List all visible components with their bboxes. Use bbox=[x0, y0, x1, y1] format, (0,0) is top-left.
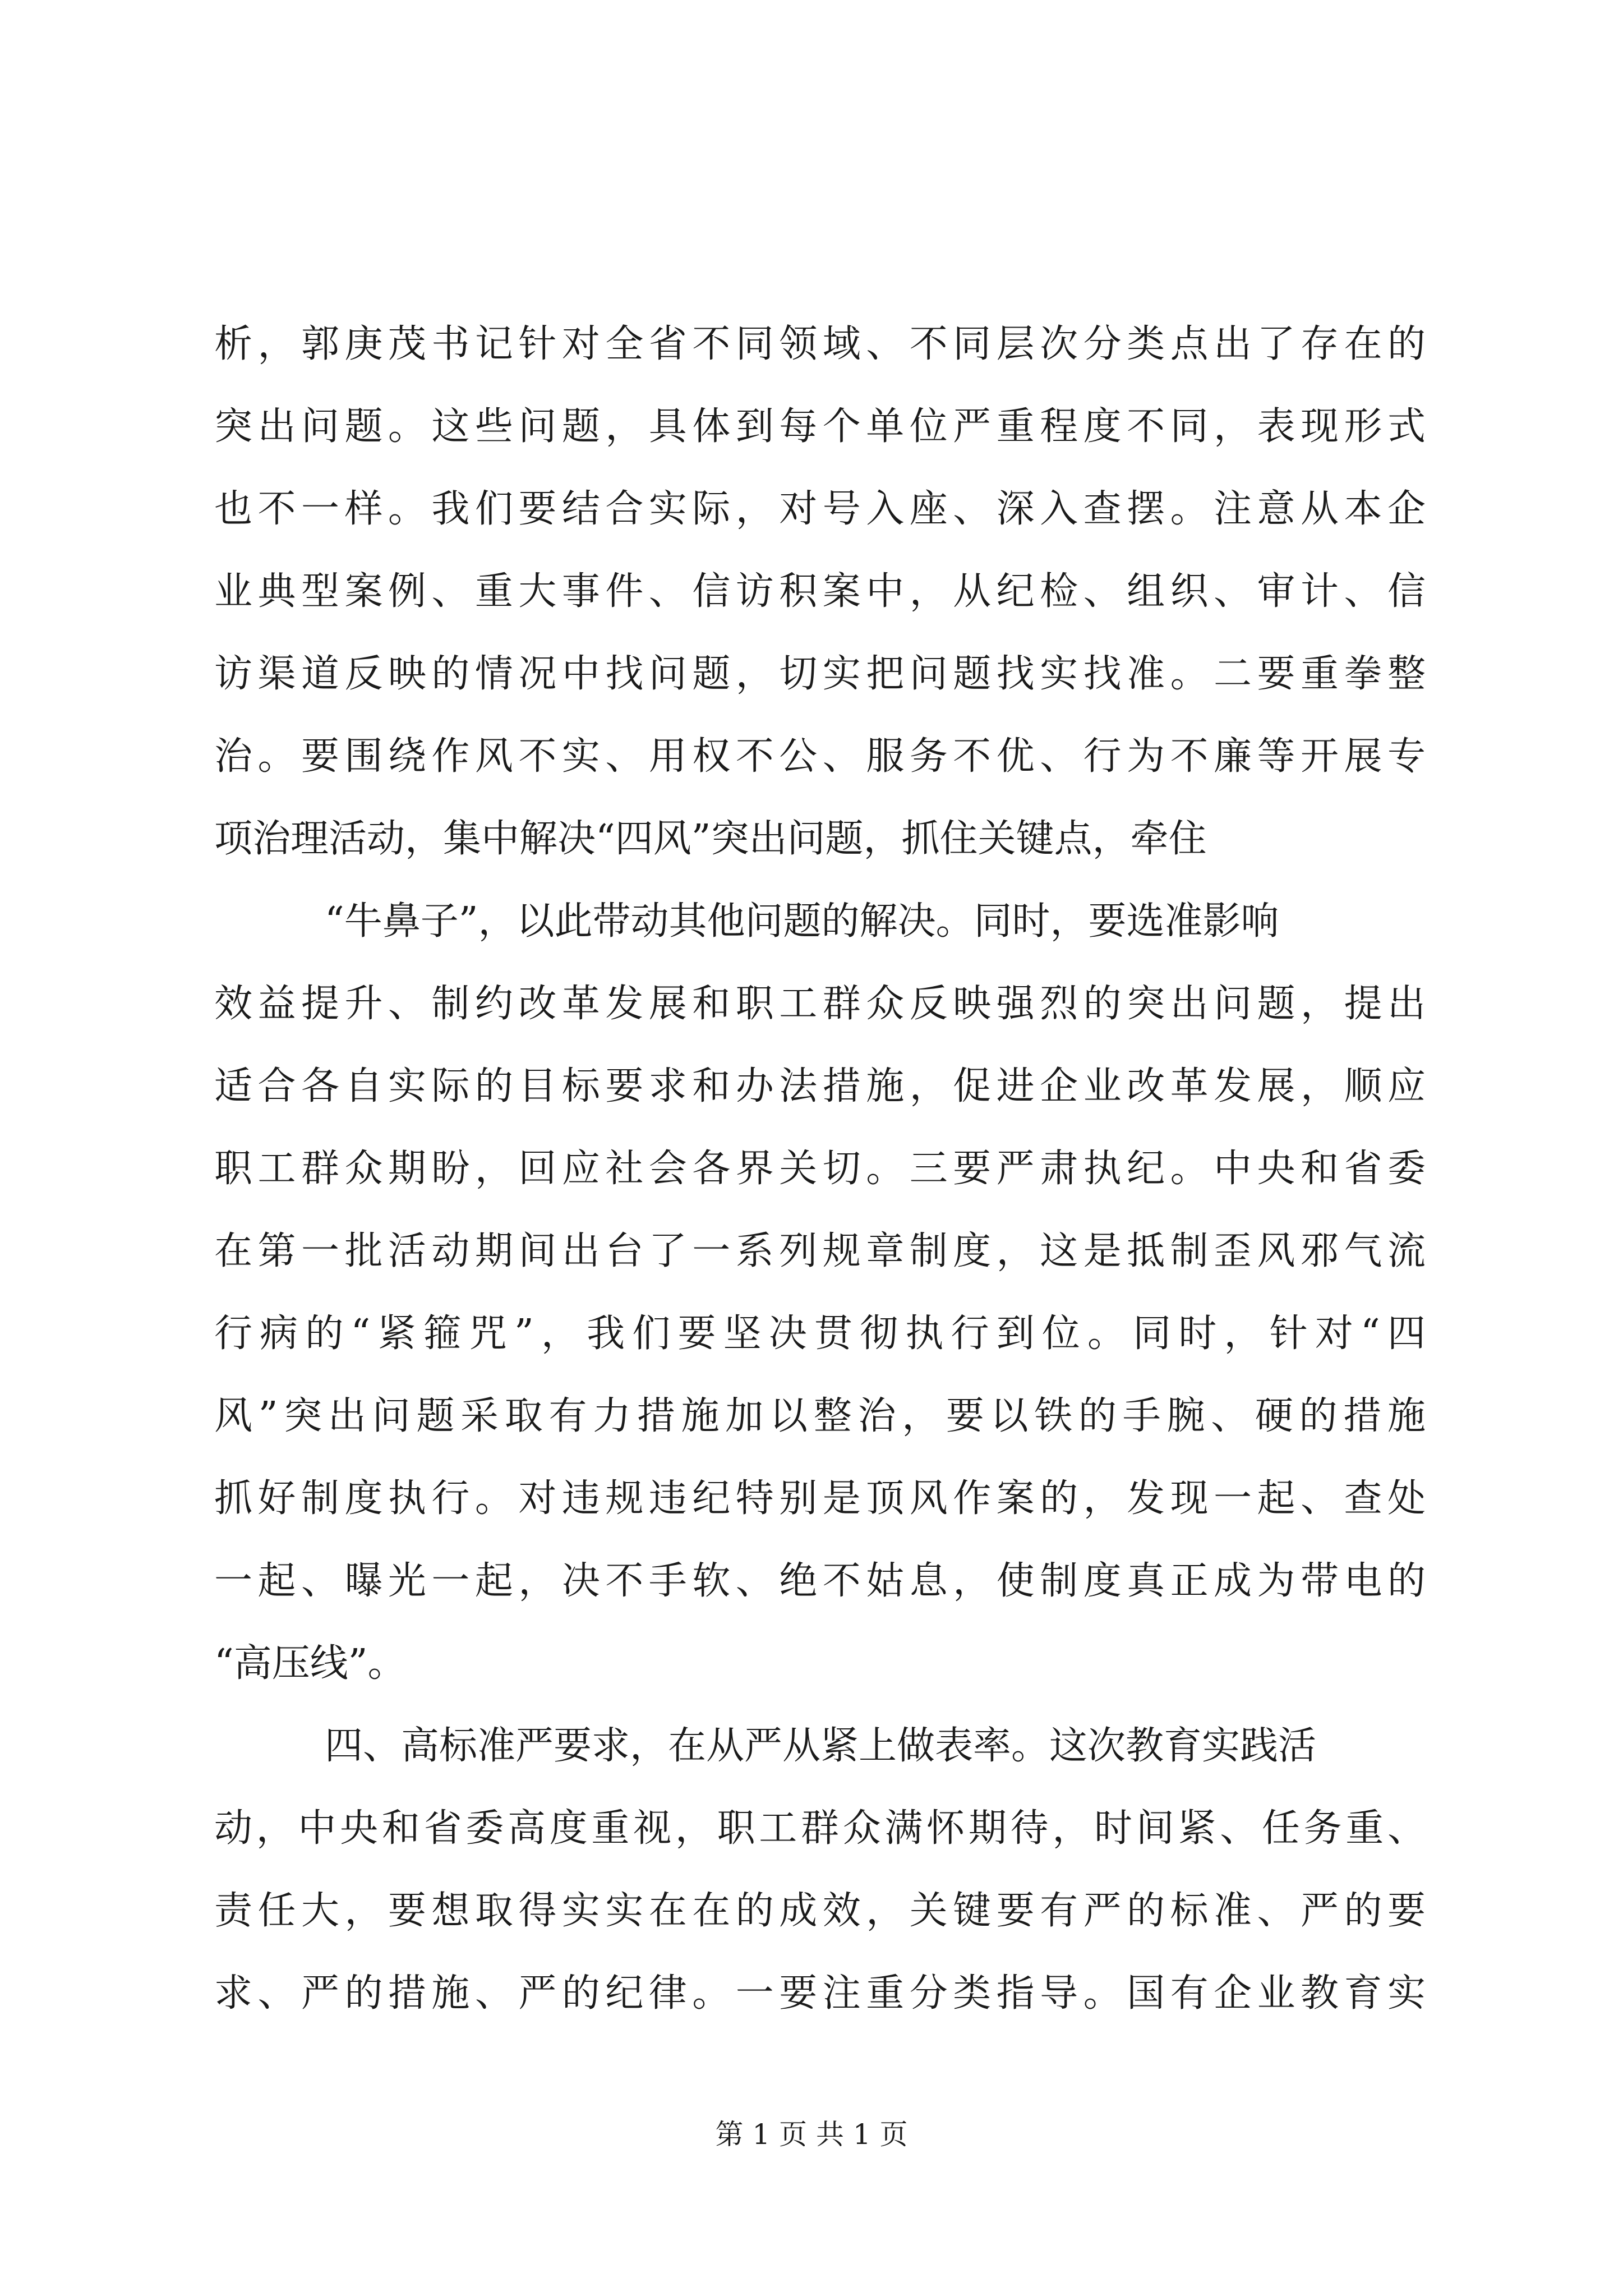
page-footer bbox=[0, 2112, 1623, 2152]
text-line: 求、严的措施、严的纪律。一要注重分类指导。国有企业教育实 bbox=[214, 1971, 1426, 2016]
text-line: 一起、曝光一起，决不手软、绝不姑息，使制度真正成为带电的 bbox=[214, 1559, 1426, 1603]
text-line: 动，中央和省委高度重视，职工群众满怀期待，时间紧、任务重、 bbox=[214, 1806, 1426, 1851]
text-line: 抓好制度执行。对违规违纪特别是顶风作案的，发现一起、查处 bbox=[214, 1476, 1426, 1521]
text-line: 业典型案例、重大事件、信访积案中，从纪检、组织、审计、信 bbox=[214, 569, 1426, 614]
text-line: 风”突出问题采取有力措施加以整治，要以铁的手腕、硬的措施 bbox=[214, 1394, 1426, 1438]
text-line: 责任大，要想取得实实在在的成效，关键要有严的标准、严的要 bbox=[214, 1889, 1426, 1933]
text-line: 行病的“紧箍咒”，我们要坚决贯彻执行到位。同时，针对“四 bbox=[214, 1312, 1426, 1356]
text-line: 效益提升、制约改革发展和职工群众反映强烈的突出问题，提出 bbox=[214, 982, 1426, 1026]
text-line: “牛鼻子”，以此带动其他问题的解决。同时，要选准影响 bbox=[325, 899, 1279, 944]
text-line: 在第一批活动期间出台了一系列规章制度，这是抵制歪风邪气流 bbox=[214, 1229, 1426, 1273]
text-line: 适合各自实际的目标要求和办法措施，促进企业改革发展，顺应 bbox=[214, 1064, 1426, 1108]
body-text bbox=[214, 303, 1426, 2035]
text-line: 项治理活动，集中解决“四风”突出问题，抓住关键点，牵住 bbox=[214, 817, 1207, 861]
text-line: 治。要围绕作风不实、用权不公、服务不优、行为不廉等开展专 bbox=[214, 734, 1426, 779]
page-number: 第 1 页 共 1 页 bbox=[715, 2118, 908, 2151]
text-line: 访渠道反映的情况中找问题，切实把问题找实找准。二要重拳整 bbox=[214, 652, 1426, 696]
text-line: 四、高标准严要求，在从严从紧上做表率。这次教育实践活 bbox=[325, 1724, 1317, 1768]
text-line: 职工群众期盼，回应社会各界关切。三要严肃执纪。中央和省委 bbox=[214, 1147, 1426, 1191]
text-line: “高压线”。 bbox=[214, 1641, 406, 1686]
text-line: 析，郭庚茂书记针对全省不同领域、不同层次分类点出了存在的 bbox=[214, 322, 1426, 366]
text-line: 突出问题。这些问题，具体到每个单位严重程度不同，表现形式 bbox=[214, 404, 1426, 449]
text-line: 也不一样。我们要结合实际，对号入座、深入查摆。注意从本企 bbox=[214, 487, 1426, 531]
